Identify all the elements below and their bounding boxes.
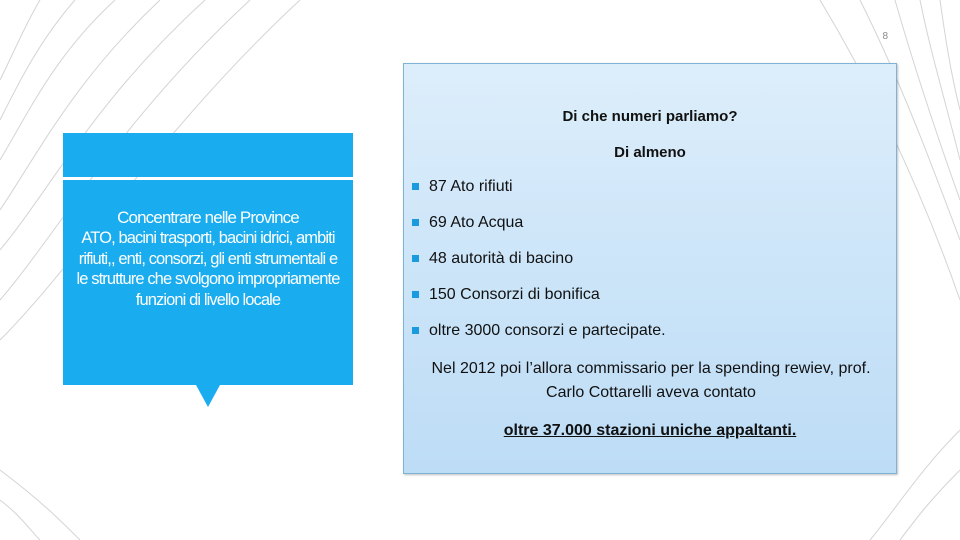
list-item-text: 87 Ato rifiuti: [429, 178, 513, 195]
list-item: [412, 285, 666, 321]
callout-title: Concentrare nelle Province: [117, 208, 299, 227]
panel-heading: Di che numeri parliamo?: [562, 108, 738, 125]
list-item-text: 48 autorità di bacino: [429, 250, 574, 267]
square-bullet-icon: [412, 255, 419, 262]
list-item: [412, 249, 666, 285]
panel-paragraph: Nel 2012 poi l’allora commissario per la spending rewiev, prof. Carlo Cottarelli aveva contato: [431, 360, 871, 401]
page-number: 8: [882, 31, 888, 42]
callout-header-block: [63, 133, 353, 177]
content-panel: [403, 63, 897, 474]
callout-description: ATO, bacini trasporti, bacini idrici, ambiti rifiuti,, enti, consorzi, gli enti strumentali e le strutture che svolgono impropriamente funzioni di livello locale: [76, 229, 340, 309]
list-item-text: 69 Ato Acqua: [429, 214, 524, 231]
list-item: [412, 213, 666, 249]
panel-emphasis: oltre 37.000 stazioni uniche appaltanti.: [503, 422, 797, 439]
callout-text: [73, 208, 343, 310]
square-bullet-icon: [412, 291, 419, 298]
square-bullet-icon: [412, 327, 419, 334]
bullet-list: [412, 177, 666, 357]
list-item-text: oltre 3000 consorzi e partecipate.: [429, 322, 666, 339]
square-bullet-icon: [412, 219, 419, 226]
callout-pointer: [196, 385, 220, 407]
list-item: [412, 177, 666, 213]
list-item-text: 150 Consorzi di bonifica: [429, 286, 600, 303]
panel-subheading: Di almeno: [614, 144, 686, 161]
square-bullet-icon: [412, 183, 419, 190]
list-item: [412, 321, 666, 357]
